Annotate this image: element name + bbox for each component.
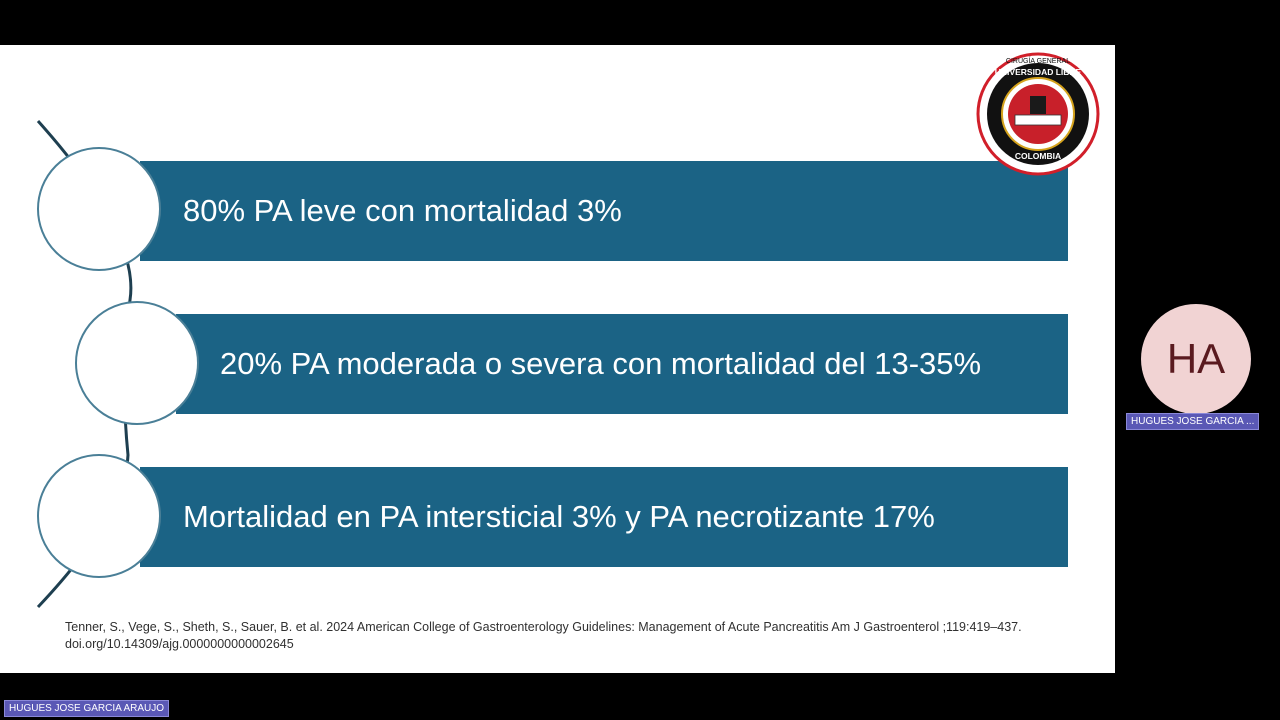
citation-line-1: Tenner, S., Vege, S., Sheth, S., Sauer, B. et al. 2024 American College of Gastroenterology Guidelines: Management of Acute Pancreatitis Am J Gastroenterol ;119:419–437. (65, 620, 1022, 634)
bullet-bar-1 (140, 161, 1068, 261)
universidad-libre-logo (975, 51, 1101, 177)
bullet-bar-3 (140, 467, 1068, 567)
bullet-circle-3 (37, 454, 161, 578)
bullet-text-2: 20% PA moderada o severa con mortalidad del 13-35% (220, 346, 982, 381)
bullet-text-1: 80% PA leve con mortalidad 3% (183, 193, 622, 228)
bullet-bar-2 (176, 314, 1068, 414)
bullet-circle-2 (75, 301, 199, 425)
citation-line-2: doi.org/10.14309/ajg.0000000000002645 (65, 637, 294, 651)
logo-top-text: CIRUGÍA GENERAL (1005, 58, 1071, 65)
participant-avatar[interactable]: HA (1141, 304, 1251, 414)
logo-ring-text: UNIVERSIDAD LIBRE (994, 67, 1082, 77)
presenter-name-tag: HUGUES JOSE GARCIA ARAUJO (4, 700, 169, 717)
bullet-circle-1 (37, 147, 161, 271)
citation (65, 619, 1105, 653)
logo-bottom-text: COLOMBIA (1014, 151, 1062, 161)
bullet-text-3: Mortalidad en PA intersticial 3% y PA necrotizante 17% (183, 499, 935, 534)
participant-name-tag: HUGUES JOSE GARCIA ... (1126, 413, 1259, 430)
presentation-slide (0, 45, 1115, 673)
